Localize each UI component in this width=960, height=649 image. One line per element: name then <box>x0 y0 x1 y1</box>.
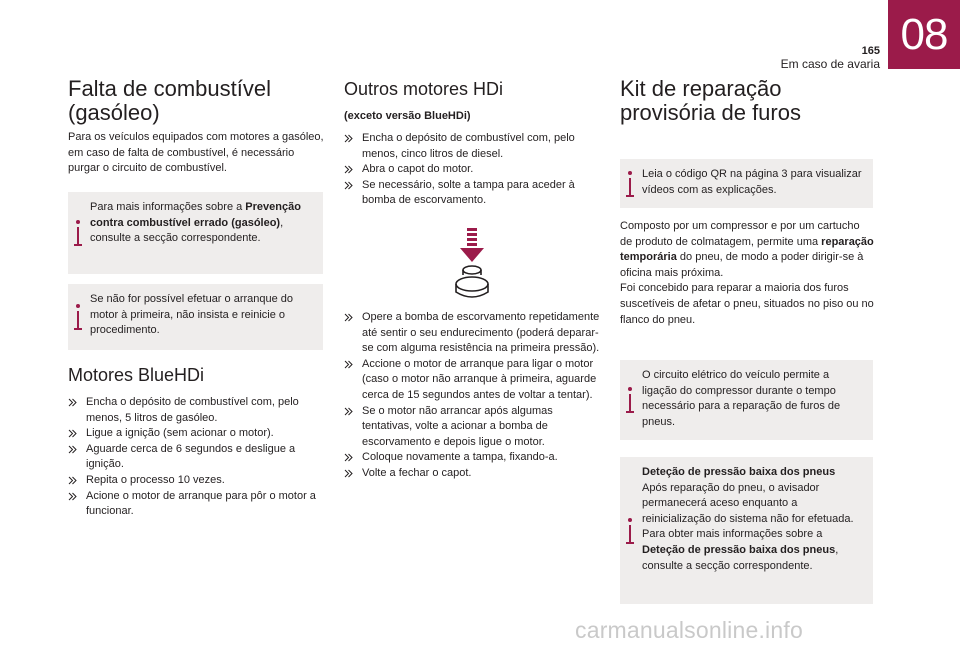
list-item: Aguarde cerca de 6 segundos e desligue a ignição. <box>68 442 324 473</box>
list-item: Encha o depósito de combustível com, pelo menos, 5 litros de gasóleo. <box>68 395 324 426</box>
hdi-steps-list-b <box>344 310 600 482</box>
list-item: Acione o motor de arranque para pôr o motor a funcionar. <box>68 489 324 520</box>
section-title-repair-kit: Kit de reparação provisória de furos <box>620 76 801 125</box>
info-box-electric-circuit: O circuito elétrico do veículo permite a ligação do compressor durante o tempo necessário para a reparação de furos de pneus. <box>620 360 873 440</box>
list-item: Opere a bomba de escorvamento repetidamente até sentir o seu endurecimento (poderá deparar-se com alguma resistência na primeira pressão). <box>344 310 600 357</box>
low-pressure-title: Deteção de pressão baixa dos pneus <box>642 466 836 478</box>
list-item: Se necessário, solte a tampa para aceder à bomba de escorvamento. <box>344 178 600 209</box>
info-icon <box>626 387 636 413</box>
repair-kit-description: Composto por um compressor e por um cartucho de produto de colmatagem, permite uma reparação temporária do pneu, de modo a poder dirigir-se à oficina mais próxima. Foi concebido para reparar a maioria dos furos suscetíveis de afetar o pneu, situados no piso ou no flanco do pneu. <box>620 220 874 326</box>
list-item: Ligue a ignição (sem acionar o motor). <box>68 426 324 442</box>
list-item: Volte a fechar o capot. <box>344 466 600 482</box>
info-icon <box>626 518 636 544</box>
chapter-title: Em caso de avaria <box>780 57 880 71</box>
list-item: Repita o processo 10 vezes. <box>68 473 324 489</box>
priming-pump-icon <box>454 226 490 302</box>
subtitle-except-bluehdi: (exceto versão BlueHDi) <box>344 110 471 122</box>
info-box-restart: Se não for possível efetuar o arranque do motor à primeira, não insista e reinicie o procedimento. <box>68 284 323 350</box>
watermark: carmanualsonline.info <box>575 617 803 643</box>
section-title-fuel-shortage: Falta de combustível (gasóleo) <box>68 76 271 125</box>
list-item: Se o motor não arrancar após algumas tentativas, volte a acionar a bomba de escorvamento e depois ligue o motor. <box>344 404 600 451</box>
section-title-bluehdi: Motores BlueHDi <box>68 365 205 385</box>
link-low-pressure-detection: Deteção de pressão baixa dos pneus <box>642 543 836 556</box>
info-box-low-pressure-detection: Deteção de pressão baixa dos pneus Após reparação do pneu, o avisador permanecerá aceso enquanto a reinicialização do sistema não for efetuada. Para obter mais informações sobre a Deteção de pressão baixa dos pneus, consulte a secção correspondente. <box>620 457 873 604</box>
list-item: Accione o motor de arranque para ligar o motor (caso o motor não arranque à primeira, aguarde cerca de 15 segundos antes de voltar a tentar). <box>344 357 600 404</box>
chapter-number-tab: 08 <box>888 0 960 69</box>
page-number: 165 <box>861 45 880 57</box>
info-box-wrong-fuel: Para mais informações sobre a Prevenção contra combustível errado (gasóleo), consulte a secção correspondente. <box>68 192 323 274</box>
list-item: Abra o capot do motor. <box>344 162 600 178</box>
list-item: Encha o depósito de combustível com, pelo menos, cinco litros de diesel. <box>344 131 600 162</box>
info-icon <box>74 304 84 330</box>
info-box-qr-code: Leia o código QR na página 3 para visualizar vídeos com as explicações. <box>620 159 873 208</box>
info-icon <box>74 220 84 246</box>
info-icon <box>626 171 636 197</box>
hdi-steps-list-a <box>344 131 600 209</box>
section-title-other-hdi: Outros motores HDi <box>344 79 504 99</box>
bluehdi-steps-list <box>68 395 324 520</box>
link-wrong-fuel-prevention: Prevenção contra combustível errado (gasóleo) <box>90 201 301 229</box>
list-item: Coloque novamente a tampa, fixando-a. <box>344 450 600 466</box>
fuel-shortage-intro: Para os veículos equipados com motores a gasóleo, em caso de falta de combustível, é necessário purgar o circuito de combustível. <box>68 131 324 175</box>
